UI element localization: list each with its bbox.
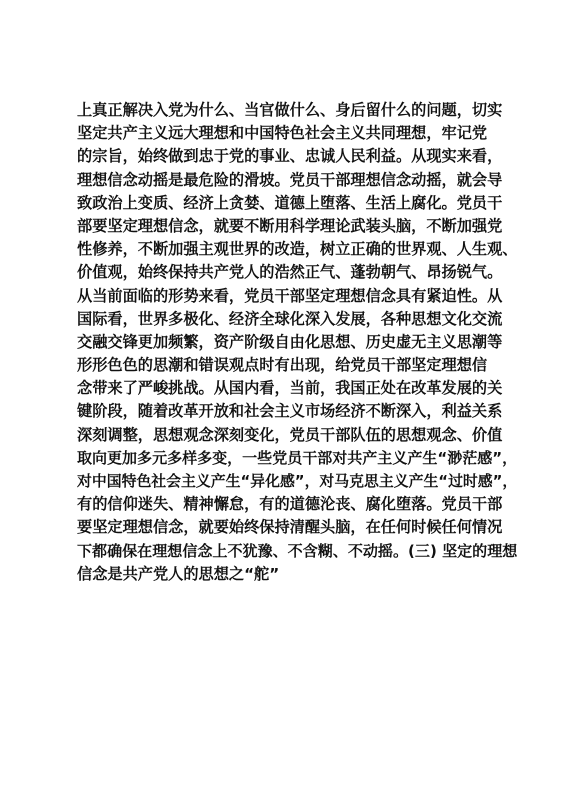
text-line: 理想信念动摇是最危险的滑坡。党员干部理想信念动摇，就会导 xyxy=(77,170,503,189)
text-line: 对中国特色社会主义产生“异化感”，对马克思主义产生“过时感”， xyxy=(77,472,518,490)
text-line: 致政治上变质、经济上贪婪、道德上堕落、生活上腐化。党员干 xyxy=(77,193,503,212)
text-line: 键阶段，随着改革开放和社会主义市场经济不断深入，利益关系 xyxy=(77,402,503,421)
text-line: 取向更加多元多样多变，一些党员干部对共产主义产生“渺茫感”， xyxy=(77,448,518,467)
text-line: 有的信仰迷失、精神懈怠，有的道德沦丧、腐化堕落。党员干部 xyxy=(77,495,503,514)
text-line: 形形色色的思潮和错误观点时有出现，给党员干部坚定理想信 xyxy=(77,356,488,375)
text-line: 深刻调整，思想观念深刻变化，党员干部队伍的思想观念、价值 xyxy=(77,425,503,444)
text-line: 的宗旨，始终做到忠于党的事业、忠诚人民利益。从现实来看， xyxy=(77,147,503,166)
text-line: 性修养，不断加强主观世界的改造，树立正确的世界观、人生观、 xyxy=(77,240,518,259)
text-line: 交融交锋更加频繁，资产阶级自由化思想、历史虚无主义思潮等 xyxy=(77,332,503,351)
text-line: 上真正解决入党为什么、当官做什么、身后留什么的问题，切实 xyxy=(77,101,503,119)
text-line: 信念是共产党人的思想之“舵” xyxy=(77,564,280,583)
text-line: 部要坚定理想信念，就要不断用科学理论武装头脑，不断加强党 xyxy=(77,216,503,235)
text-line: 从当前面临的形势来看，党员干部坚定理想信念具有紧迫性。从 xyxy=(77,286,503,305)
text-line: 坚定共产主义远大理想和中国特色社会主义共同理想，牢记党 xyxy=(77,124,488,143)
text-line: 价值观，始终保持共产党人的浩然正气、蓬勃朝气、昂扬锐气。 xyxy=(77,263,503,282)
text-line: 要坚定理想信念，就要始终保持清醒头脑，在任何时候任何情况 xyxy=(77,518,503,537)
body-paragraph xyxy=(77,99,517,586)
text-line: 念带来了严峻挑战。从国内看，当前，我国正处在改革发展的关 xyxy=(77,379,503,398)
text-line: 下都确保在理想信念上不犹豫、不含糊、不动摇。(三) 坚定的理想 xyxy=(77,541,518,560)
text-line: 国际看，世界多极化、经济全球化深入发展，各种思想文化交流 xyxy=(77,309,503,328)
